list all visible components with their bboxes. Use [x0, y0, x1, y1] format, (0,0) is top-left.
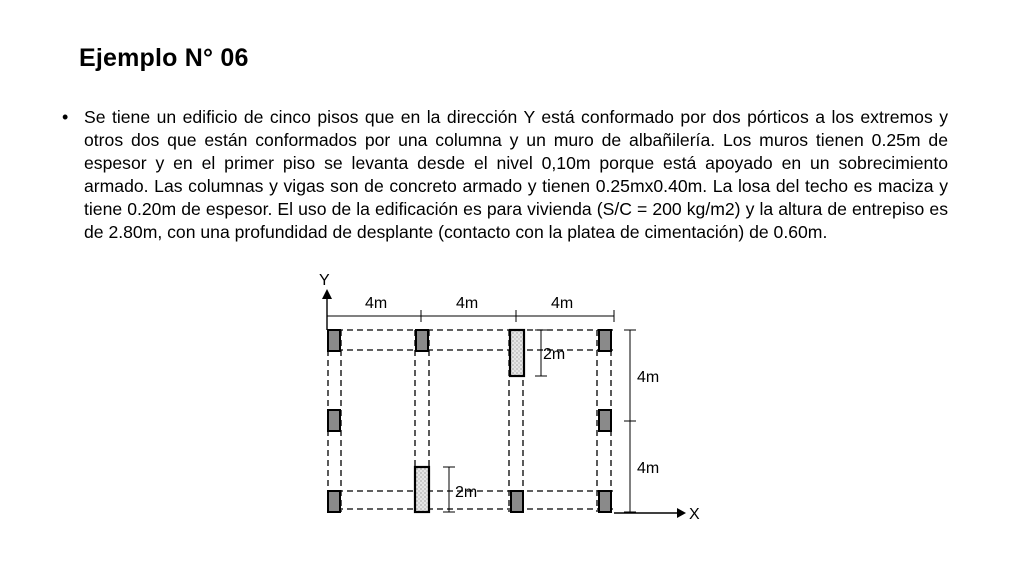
y-axis [319, 272, 332, 330]
x-axis [614, 506, 700, 523]
x-axis-arrow-icon [677, 508, 686, 518]
masonry-wall-lower [415, 467, 429, 512]
dim-top-2: 4m [456, 295, 479, 312]
column [416, 330, 428, 351]
wall-dim-lower-label: 2m [455, 484, 478, 501]
problem-statement: Se tiene un edificio de cinco pisos que en la dirección Y está conformado por dos pórticos a los extremos y otros dos que están conformados por una columna y un muro de albañilería. Los muros tienen 0.25m de espesor y en el primer piso se levanta desde el nivel 0,10m porque está apoyado en un sobrecimiento armado. Las columnas y vigas son de concreto armado y tienen 0.25mx0.40m. La losa del techo es maciza y tiene 0.20m de espesor. El uso de la edificación es para vivienda (S/C = 200 kg/m2) y la altura de entrepiso es de 2.80m, con una profundidad de desplante (contacto con la platea de cimentación) de 0.60m. [84, 107, 948, 242]
column [328, 491, 340, 512]
wall-dimension-lower [443, 467, 455, 512]
dim-top-3: 4m [551, 295, 574, 312]
column [599, 330, 611, 351]
column [599, 491, 611, 512]
column [328, 410, 340, 431]
y-axis-label: Y [319, 272, 330, 289]
slide-title: Ejemplo N° 06 [79, 44, 249, 72]
dim-right-1: 4m [637, 369, 660, 386]
dim-right-2: 4m [637, 460, 660, 477]
right-dimension [624, 330, 636, 512]
wall-dim-upper-label: 2m [543, 346, 566, 363]
column [511, 491, 523, 512]
dim-top-1: 4m [365, 295, 388, 312]
column [328, 330, 340, 351]
y-axis-arrow-icon [322, 289, 332, 299]
bullet-marker: • [62, 107, 69, 127]
masonry-wall-upper [510, 330, 524, 376]
column [599, 410, 611, 431]
x-axis-label: X [689, 506, 700, 523]
